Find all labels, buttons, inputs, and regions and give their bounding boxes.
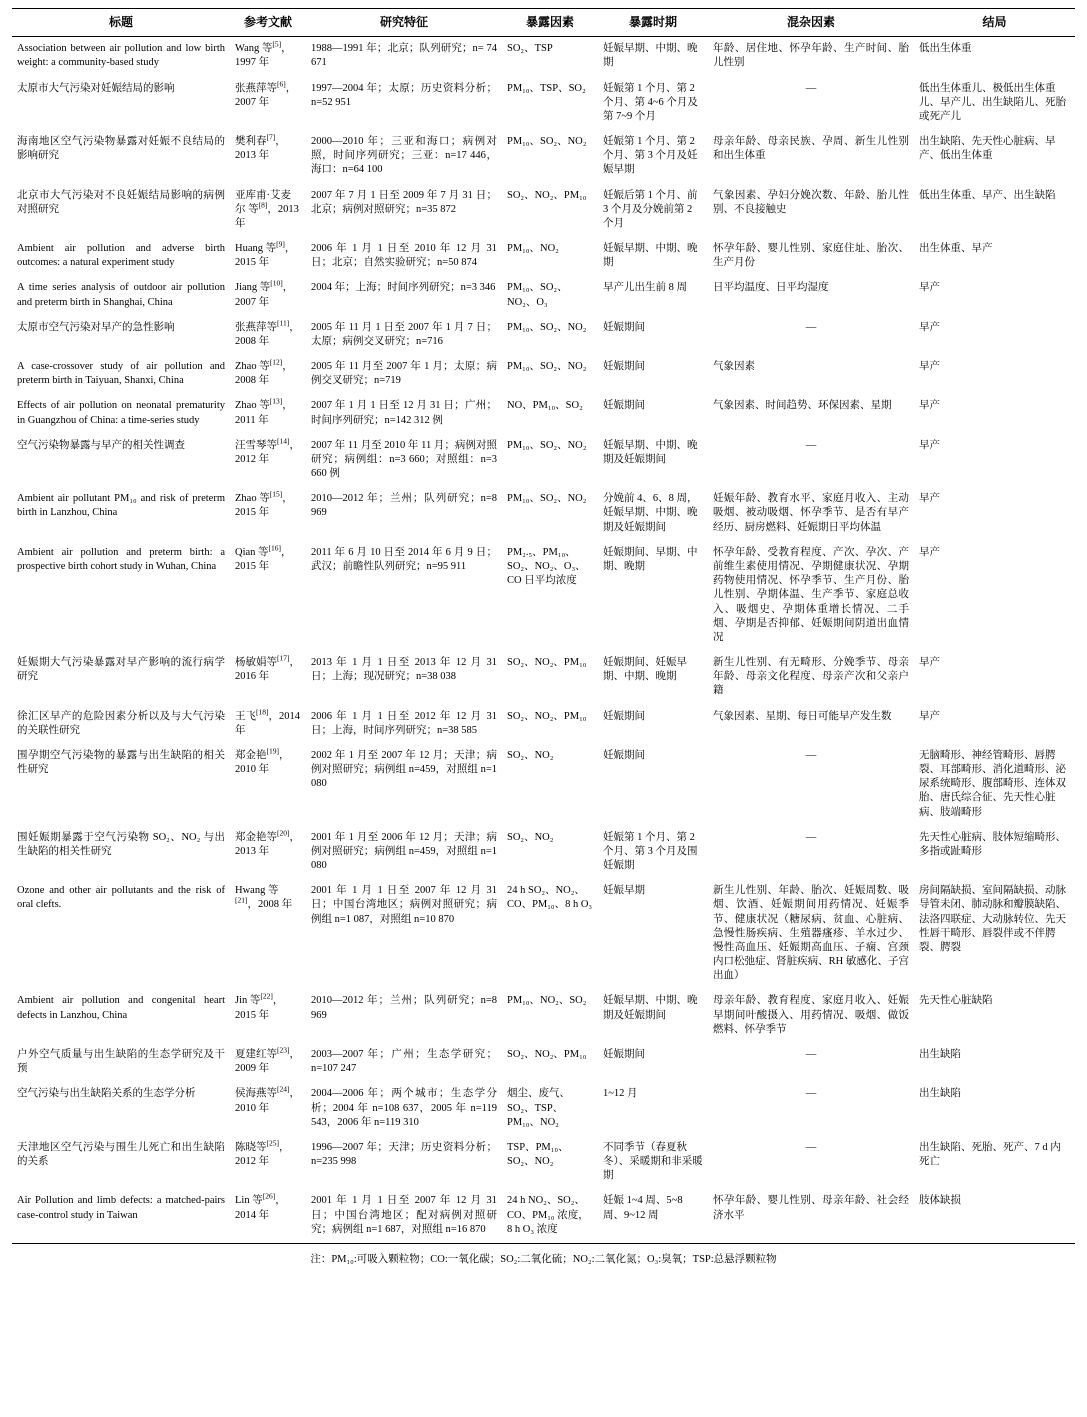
cell-outcome: 出生缺陷、先天性心脏病、早产、低出生体重: [919, 136, 1056, 162]
cell-period: 妊娠第 1 个月、第 2 个月、第 3 个月及妊娠早期: [603, 136, 698, 176]
cell-exposure: SO₂、NO₂、PM₁₀: [507, 189, 587, 201]
cell-confounders: 气象因素、孕妇分娩次数、年龄、胎儿性别、不良接触史: [713, 189, 909, 215]
cell-confounders: 气象因素、星期、每日可能早产发生数: [713, 710, 892, 722]
cell-outcome: 早产: [919, 439, 940, 451]
cell-period: 妊娠期间: [603, 749, 645, 761]
cell-period: 妊娠 1~4 周、5~8 周、9~12 周: [598, 1189, 708, 1243]
cell-features: 2010—2012 年；兰州；队列研究；n=8 969: [311, 493, 497, 519]
cell-outcome: 先天性心脏病、肢体短缩畸形、多指或趾畸形: [919, 831, 1066, 857]
cell-period: 妊娠期间: [603, 710, 645, 722]
cell-confounders: —: [805, 749, 817, 761]
cell-outcome: 早产: [919, 493, 940, 505]
cell-features: 2004—2006 年；两个城市；生态学分析；2004 年 n=108 637，2005 年 n=119 543，2006 年 n=119 310: [311, 1088, 497, 1128]
cell-confounders: 怀孕年龄、婴儿性别、母亲年龄、社会经济水平: [708, 1189, 914, 1243]
cell-exposure: PM₁₀、TSP、SO₂: [507, 82, 586, 94]
cell-features: 2013 年 1 月 1 日至 2013 年 12 月 31 日；上海；现况研究；n=38 038: [311, 657, 497, 683]
cell-features: 2011 年 6 月 10 日至 2014 年 6 月 9 日；武汉；前瞻性队列研究；n=95 911: [311, 546, 497, 572]
cell-features: 2000—2010 年；三亚和海口；病例对照，时间序列研究；三亚：n=17 446，海口：n=64 100: [311, 136, 497, 176]
cell-confounders: —: [805, 1048, 817, 1060]
cell-outcome: 早产: [919, 400, 940, 412]
cell-exposure: PM₁₀、SO₂、NO₂: [507, 493, 587, 505]
cell-confounders: 日平均温度、日平均湿度: [713, 282, 829, 294]
cell-exposure: PM₁₀、SO₂、NO₂、O₃: [507, 282, 568, 308]
table-row: [12, 130, 1075, 184]
cell-period: 分娩前 4、6、8 周，妊娠早期、中期、晚期及妊娠期间: [603, 493, 698, 533]
column-header-period: 暴露时期: [598, 9, 708, 37]
column-header-title: 标题: [12, 9, 230, 37]
cell-outcome: 出生缺陷、死胎、死产、7 d 内死亡: [919, 1141, 1061, 1168]
cell-confounders: 怀孕年龄、受教育程度、产次、孕次、产前维生素使用情况、孕期健康状况、孕期药物使用情况、怀孕季节、生产月份、胎儿性别、孕期体温、生产季节、家庭总收入、吸烟史、孕期体重增长情况、二手烟、孕期是否抑郁、妊娠期间阴道出血情况: [713, 546, 909, 643]
cell-confounders: —: [805, 82, 817, 94]
cell-exposure: 24 h SO₂、NO₂、CO、PM₁₀、8 h O₃: [507, 885, 593, 911]
cell-outcome: 早产: [919, 657, 940, 669]
cell-reference: Jin 等[22]，2015 年: [235, 991, 284, 1021]
cell-reference: 张燕萍等[11]，2008 年: [235, 318, 300, 347]
table-row: [12, 434, 1075, 488]
cell-reference: 郑金艳等[20]，2013 年: [235, 828, 300, 857]
cell-exposure: PM₁₀、SO₂、NO₂: [507, 136, 587, 148]
cell-reference: Zhao 等[12]，2008 年: [235, 357, 293, 387]
cell-confounders: 怀孕年龄、婴儿性别、家庭住址、胎次、生产月份: [713, 243, 909, 269]
cell-outcome: 早产: [919, 546, 940, 558]
cell-features: 2005 年 11 月至 2007 年 1 月；太原；病例交叉研究；n=719: [311, 361, 497, 387]
cell-exposure: PM₁₀、SO₂、NO₂: [507, 361, 587, 373]
column-header-features: 研究特征: [306, 9, 502, 37]
table-row: [12, 77, 1075, 131]
cell-period: 妊娠早期、中期、晚期及妊娠期间: [603, 995, 698, 1021]
cell-features: 1996—2007 年；天津；历史资料分析；n=235 998: [311, 1141, 497, 1168]
cell-title: A case-crossover study of air pollution and preterm birth in Taiyuan, Shanxi, China: [17, 361, 225, 387]
table-footnote: 注：PM₁₀:可吸入颗粒物；CO:一氧化碳；SO₂:二氧化硫；NO₂:二氧化氮；O₃:臭氧；TSP:总悬浮颗粒物: [310, 1253, 777, 1265]
cell-period: 妊娠期间、早期、中期、晚期: [603, 546, 698, 572]
table-row: [12, 826, 1075, 880]
table-row: [12, 651, 1075, 705]
cell-outcome: 先天性心脏缺陷: [919, 995, 993, 1007]
cell-exposure: SO₂、TSP: [507, 43, 553, 55]
cell-title: Ozone and other air pollutants and the risk of oral clefts.: [17, 885, 225, 911]
cell-exposure: 烟尘、废气、SO₂、TSP、PM₁₀、NO₂: [507, 1088, 570, 1128]
cell-reference: Zhao 等[15]，2015 年: [235, 489, 293, 519]
column-header-exposure: 暴露因素: [502, 9, 598, 37]
table-row: [12, 37, 1075, 77]
cell-period: 妊娠第 1 个月、第 2 个月、第 4~6 个月及第 7~9 个月: [603, 82, 698, 122]
cell-period: 妊娠期间: [603, 400, 645, 412]
cell-exposure: 24 h NO₂、SO₂、CO、PM₁₀ 浓度，8 h O₃ 浓度: [502, 1189, 598, 1243]
cell-confounders: 年龄、居住地、怀孕年龄、生产时间、胎儿性别: [713, 43, 909, 69]
cell-features: 2006 年 1 月 1 日至 2010 年 12 月 31 日；北京；自然实验研究；n=50 874: [311, 243, 497, 269]
cell-period: 妊娠后第 1 个月、前 3 个月及分娩前第 2 个月: [603, 189, 698, 229]
cell-reference: Jiang 等[10]，2007 年: [235, 278, 294, 308]
cell-period: 不同季节（春夏秋冬）、采暖期和非采暖期: [603, 1141, 703, 1182]
cell-period: 妊娠早期、中期、晚期及妊娠期间: [603, 439, 698, 465]
cell-reference: Hwang 等[21]，2008 年: [235, 885, 293, 911]
cell-reference: Wang 等[5]，1997 年: [235, 39, 292, 69]
cell-confounders: 妊娠年龄、教育水平、家庭月收入、主动吸烟、被动吸烟、怀孕季节、是否有早产经历、厨房燃料、妊娠期日平均体温: [713, 493, 909, 533]
cell-title: 太原市空气污染对早产的急性影响: [17, 321, 175, 333]
cell-outcome: 低出生体重儿、极低出生体重儿、早产儿、出生缺陷儿、死胎或死产儿: [919, 82, 1066, 122]
table-row: [12, 879, 1075, 989]
cell-outcome: 早产: [919, 282, 940, 294]
table-row: [12, 989, 1075, 1043]
cell-title: 空气污染与出生缺陷关系的生态学分析: [17, 1088, 196, 1100]
table-row: [12, 316, 1075, 355]
cell-reference: Huang 等[9]，2015 年: [235, 239, 296, 269]
table-header-row: [12, 9, 1075, 37]
cell-confounders: —: [805, 321, 817, 333]
cell-features: 2007 年 7 月 1 日至 2009 年 7 月 31 日；北京；病例对照研究；n=35 872: [311, 189, 497, 215]
cell-features: 2006 年 1 月 1 日至 2012 年 12 月 31 日；上海，时间序列研究；n=38 585: [311, 710, 497, 736]
cell-title: Ambient air pollutant PM₁₀ and risk of preterm birth in Lanzhou, China: [17, 493, 225, 519]
cell-features: 2005 年 11 月 1 日至 2007 年 1 月 7 日；太原；病例交叉研究；n=716: [311, 321, 497, 347]
cell-features: 2002 年 1 月至 2007 年 12 月；天津；病例对照研究；病例组 n=459，对照组 n=1 080: [311, 749, 497, 790]
cell-confounders: 气象因素、时间趋势、环保因素、星期: [713, 400, 892, 412]
cell-period: 妊娠早期: [603, 885, 645, 897]
cell-exposure: SO₂、NO₂: [507, 831, 554, 843]
cell-features: 1997—2004 年；太原；历史资料分析；n=52 951: [311, 82, 497, 108]
column-header-reference: 参考文献: [230, 9, 306, 37]
cell-features: 2004 年；上海；时间序列研究；n=3 346: [311, 282, 496, 294]
table-row: [12, 1043, 1075, 1082]
cell-reference: 夏建红等[23]，2009 年: [235, 1045, 300, 1075]
cell-reference: 侯海燕等[24]，2010 年: [235, 1084, 300, 1114]
cell-confounders: 新生儿性别、有无畸形、分娩季节、母亲年龄、母亲文化程度、母亲产次和父亲户籍: [713, 657, 909, 697]
cell-title: Ambient air pollution and adverse birth outcomes: a natural experiment study: [17, 243, 225, 269]
table-row: [12, 184, 1075, 238]
cell-outcome: 肢体缺损: [914, 1189, 1075, 1243]
cell-outcome: 低出生体重: [919, 43, 972, 55]
table-row: [12, 541, 1075, 651]
cell-exposure: SO₂、NO₂、PM₁₀: [507, 710, 587, 722]
cell-period: 妊娠期间: [603, 361, 645, 373]
cell-exposure: SO₂、NO₂: [507, 749, 554, 761]
table-row: [12, 705, 1075, 744]
cell-title: Air Pollution and limb defects: a matched-pairs case-control study in Taiwan: [12, 1189, 230, 1243]
cell-features: 2001 年 1 月至 2006 年 12 月；天津；病例对照研究；病例组 n=459，对照组 n=1 080: [311, 831, 497, 872]
cell-reference: 杨敏娟等[17]，2016 年: [235, 653, 300, 683]
cell-confounders: —: [805, 1088, 817, 1100]
column-header-confounders: 混杂因素: [708, 9, 914, 37]
cell-confounders: —: [805, 439, 817, 451]
cell-exposure: SO₂、NO₂、PM₁₀: [507, 657, 587, 669]
cell-features: 2007 年 1 月 1 日至 12 月 31 日；广州；时间序列研究；n=142 312 例: [311, 400, 497, 426]
cell-features: 2001 年 1 月 1 日至 2007 年 12 月 31 日；中国台湾地区；配对病例对照研究；病例组 n=1 687，对照组 n=16 870: [306, 1189, 502, 1243]
cell-title: 天津地区空气污染与围生儿死亡和出生缺陷的关系: [17, 1141, 225, 1168]
cell-title: 徐汇区早产的危险因素分析以及与大气污染的关联性研究: [17, 710, 225, 736]
cell-confounders: 气象因素: [713, 361, 755, 373]
cell-period: 1~12 月: [603, 1088, 638, 1100]
study-characteristics-table: [12, 8, 1075, 1244]
cell-period: 妊娠早期、中期、晚期: [603, 43, 698, 69]
cell-features: 1988—1991 年；北京；队列研究；n= 74 671: [311, 43, 497, 69]
cell-title: 太原市大气污染对妊娠结局的影响: [17, 82, 175, 94]
cell-period: 妊娠期间、妊娠早期、中期、晚期: [603, 657, 687, 683]
cell-exposure: PM₂.₅、PM₁₀、SO₂、NO₂、O₃、CO 日平均浓度: [507, 546, 586, 587]
cell-outcome: 早产: [919, 321, 940, 333]
cell-confounders: 新生儿性别、年龄、胎次、妊娠周数、吸烟、饮酒、妊娠期间用药情况、妊娠季节、健康状况（糖尿病、贫血、心脏病、急慢性肠疾病、生殖器瘙疹、羊水过少、慢性高血压、妊娠期高血压、子痫、宫颈内口松弛症、肾脏疾病、RH 敏感化、子宫出血）: [713, 885, 909, 982]
cell-exposure: NO、PM₁₀、SO₂: [507, 400, 583, 412]
cell-title: Association between air pollution and low birth weight: a community-based study: [17, 43, 225, 69]
cell-reference: 樊利春[7]，2013 年: [235, 132, 286, 162]
table-row: [12, 1136, 1075, 1190]
table-row: [12, 1189, 1075, 1243]
cell-confounders: —: [805, 831, 817, 843]
cell-reference: 亚库甫·艾麦尔 等[8]，2013 年: [235, 189, 299, 229]
cell-title: 空气污染物暴露与早产的相关性调查: [17, 439, 185, 451]
cell-period: 妊娠早期、中期、晚期: [603, 243, 698, 269]
cell-exposure: PM₁₀、NO₂: [507, 243, 559, 255]
cell-outcome: 房间隔缺损、室间隔缺损、动脉导管未闭、肺动脉和瓣膜缺陷、法洛四联症、大动脉转位、先天性唇干畸形、唇裂伴或不伴腭裂、腭裂: [919, 885, 1066, 953]
cell-title: A time series analysis of outdoor air pollution and preterm birth in Shanghai, China: [17, 282, 225, 308]
table-row: [12, 487, 1075, 541]
cell-features: 2007 年 11 月至 2010 年 11 月；病例对照研究；病例组：n=3 660；对照组：n=3 660 例: [311, 439, 497, 480]
cell-outcome: 早产: [919, 710, 940, 722]
cell-title: 围妊娠期暴露于空气污染物 SO₂、NO₂ 与出生缺陷的相关性研究: [17, 831, 225, 857]
cell-exposure: PM₁₀、SO₂、NO₂: [507, 321, 587, 333]
cell-reference: 王飞[18]，2014 年: [235, 707, 300, 736]
cell-title: 户外空气质量与出生缺陷的生态学研究及干预: [17, 1048, 225, 1075]
cell-period: 早产儿出生前 8 周: [603, 282, 687, 294]
cell-title: Ambient air pollution and preterm birth: a prospective birth cohort study in Wuhan, China: [17, 546, 225, 572]
cell-reference: Zhao 等[13]，2011 年: [235, 396, 293, 426]
table-row: [12, 237, 1075, 276]
cell-outcome: 出生缺陷: [919, 1048, 961, 1060]
cell-confounders: 母亲年龄、教育程度、家庭月收入、妊娠早期间叶酸摄入、用药情况、吸烟、做饭燃料、怀孕季节: [713, 995, 909, 1035]
cell-outcome: 无脑畸形、神经管畸形、唇腭裂、耳部畸形、消化道畸形、泌尿系统畸形、腹部畸形、连体双胎、唐氏综合征、先天性心脏病、肢端畸形: [919, 749, 1066, 818]
cell-exposure: SO₂、NO₂、PM₁₀: [507, 1048, 587, 1060]
table-body: [12, 37, 1075, 1244]
table-row: [12, 1082, 1075, 1136]
cell-reference: Qian 等[16]，2015 年: [235, 543, 292, 572]
cell-exposure: PM₁₀、SO₂、NO₂: [507, 439, 587, 451]
cell-reference: 张燕萍等[6]，2007 年: [235, 79, 297, 108]
cell-title: 围孕期空气污染物的暴露与出生缺陷的相关性研究: [17, 749, 225, 776]
cell-period: 妊娠期间: [603, 1048, 645, 1060]
cell-reference: 郑金艳[19]，2010 年: [235, 746, 290, 776]
cell-title: Effects of air pollution on neonatal prematurity in Guangzhou of China: a time-series study: [17, 400, 225, 426]
cell-reference: Lin 等[26]，2014 年: [230, 1189, 306, 1243]
cell-period: 妊娠期间: [603, 321, 645, 333]
cell-outcome: 出生体重、早产: [919, 243, 993, 255]
cell-features: 2001 年 1 月 1 日至 2007 年 12 月 31 日；中国台湾地区；病例对照研究；病例组 n=1 087，对照组 n=10 870: [311, 885, 497, 925]
cell-features: 2010—2012 年；兰州；队列研究；n=8 969: [311, 995, 497, 1021]
cell-title: Ambient air pollution and congenital heart defects in Lanzhou, China: [17, 995, 225, 1021]
table-row: [12, 394, 1075, 433]
cell-title: 妊娠期大气污染暴露对早产影响的流行病学研究: [17, 657, 225, 683]
table-row: [12, 276, 1075, 315]
table-row: [12, 355, 1075, 394]
column-header-outcome: 结局: [914, 9, 1075, 37]
cell-outcome: 出生缺陷: [919, 1088, 961, 1100]
table-header: [12, 9, 1075, 37]
cell-confounders: 母亲年龄、母亲民族、孕周、新生儿性别和出生体重: [713, 136, 909, 162]
cell-exposure: TSP、PM₁₀、SO₂、NO₂: [507, 1141, 569, 1168]
cell-exposure: PM₁₀、NO₂、SO₂: [507, 995, 587, 1007]
cell-outcome: 早产: [919, 361, 940, 373]
cell-title: 海南地区空气污染物暴露对妊娠不良结局的影响研究: [17, 136, 225, 162]
cell-reference: 汪雪琴等[14]，2012 年: [235, 436, 300, 465]
table-row: [12, 744, 1075, 826]
cell-features: 2003—2007 年；广州；生态学研究；n=107 247: [311, 1048, 497, 1075]
cell-confounders: —: [805, 1141, 817, 1153]
cell-outcome: 低出生体重、早产、出生缺陷: [919, 189, 1056, 201]
cell-title: 北京市大气污染对不良妊娠结局影响的病例对照研究: [17, 189, 225, 215]
cell-reference: 陈晓等[25]，2012 年: [235, 1138, 290, 1168]
cell-period: 妊娠第 1 个月、第 2 个月、第 3 个月及围妊娠期: [603, 831, 698, 872]
